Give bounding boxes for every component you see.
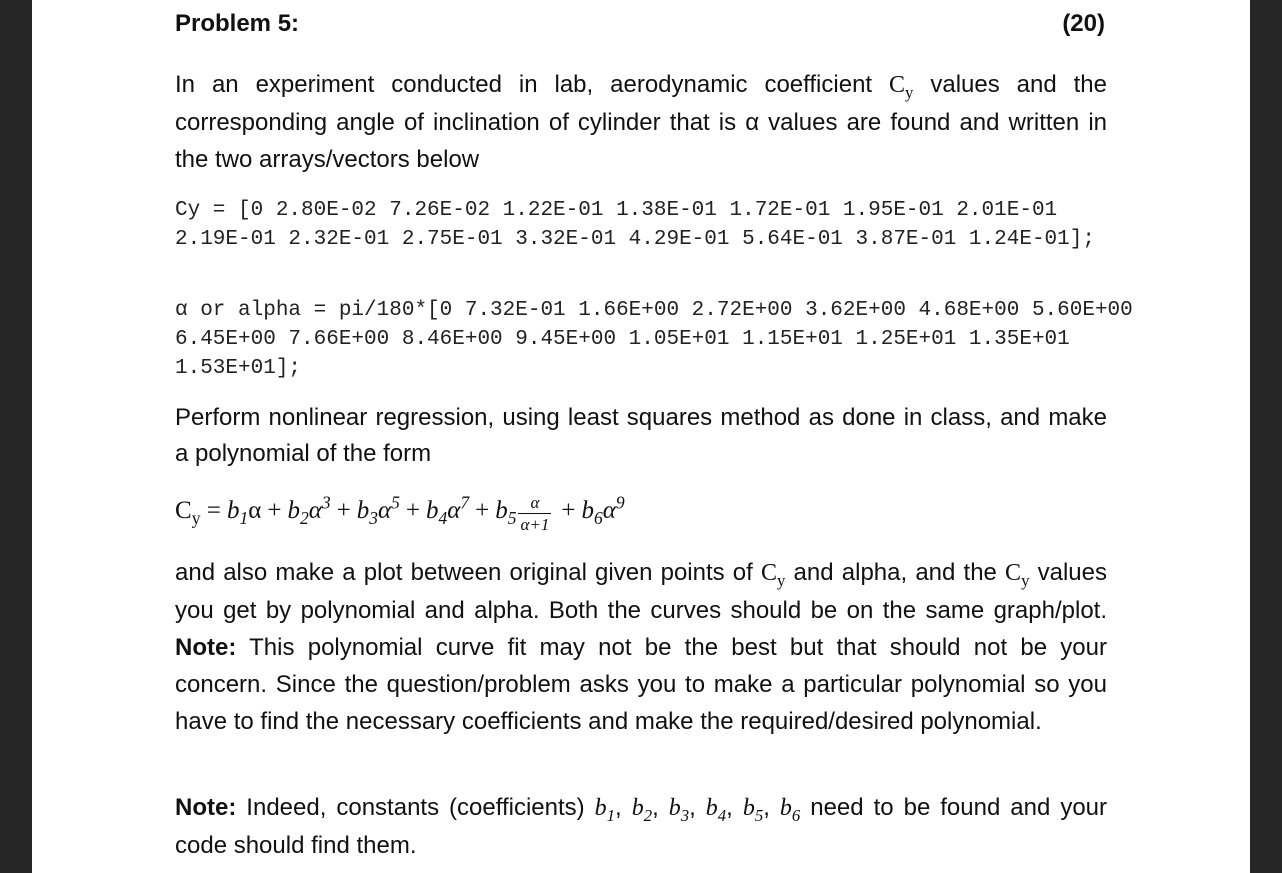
equation-lhs: $C_y$ (175, 497, 201, 528)
plot-instruction: and also make a plot between original given points of $C_y$ and alpha, and the $C_y$ values you get by polynomial and alpha. Both the curves should be on the same graph/plot. Note: This polynomial curve fit may not be the best but that should not be your concern. Since the question/problem asks you to make a particular polynomial so you have to find the necessary coefficients and make the required/desired polynomial. (175, 559, 1107, 735)
note-label: Note: (175, 634, 237, 661)
intro-text-1: In an experiment conducted in lab, aerodynamic coefficient (175, 71, 890, 98)
polynomial-equation: $C_y$ = $b_1$ α + $b_2\alpha^3$ + $b_3\alpha^5$ + $b_4\alpha^7$ + $b_5$ $\frac{\alpha}{\alpha+1}$ + $b_6\alpha^9$ (175, 492, 625, 534)
regression-instruction: Perform nonlinear regression, using least squares method as done in class, and make a polynomial of the form (175, 404, 1107, 467)
cy-array-code: Cy = [0 2.80E-02 7.26E-02 1.22E-01 1.38E-01 1.72E-01 1.95E-01 2.01E-01 2.19E-01 2.32E-01 2.75E-01 3.32E-01 4.29E-01 5.64E-01 3.87E-01 1.24E-01]; (175, 199, 1095, 251)
cy-symbol: $C_y$ (889, 72, 914, 102)
problem-header (175, 10, 1105, 44)
alpha-array-code: α or alpha = pi/180*[0 7.32E-01 1.66E+00 2.72E+00 3.62E+00 4.68E+00 5.60E+00 6.45E+00 7.66E+00 8.46E+00 9.45E+00 1.05E+01 1.15E+01 1.25E+01 1.35E+01 1.53E+01]; (175, 299, 1133, 380)
alpha-fraction: $\frac{\alpha}{\alpha+1}$ (520, 492, 550, 534)
problem-title: Problem 5: (175, 10, 300, 37)
note-label-2: Note: (175, 794, 237, 821)
problem-points: (20) (1062, 10, 1105, 37)
document-page (32, 0, 1250, 873)
intro-paragraph (175, 66, 1107, 178)
coefficients-note: Note: Indeed, constants (coefficients) $b_1$, $b_2$, $b_3$, $b_4$, $b_5$, $b_6$ need to be found and your code should find them. (175, 794, 1108, 859)
intro-text-2: values and the corresponding angle of inclination of cylinder that is α values are found and written in the two arrays/vectors below (175, 71, 1107, 173)
